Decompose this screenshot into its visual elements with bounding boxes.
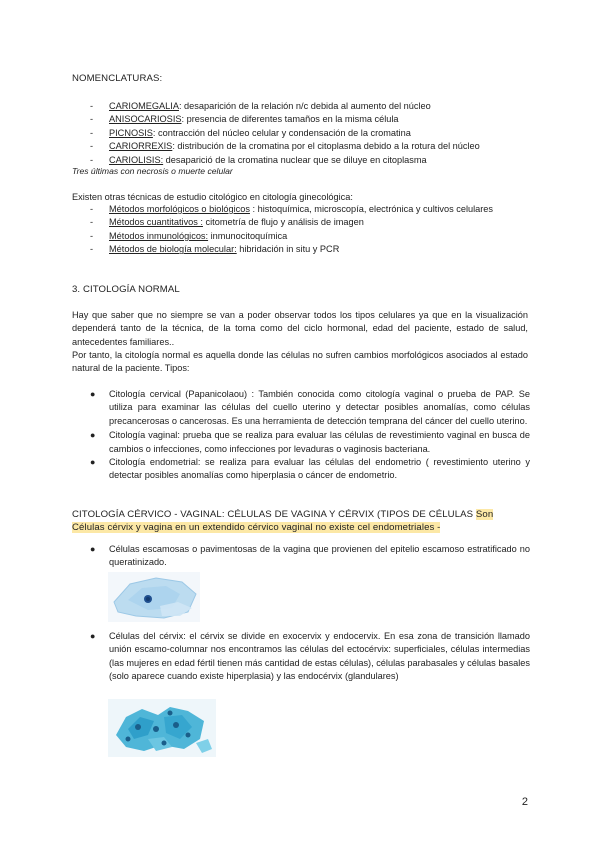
paragraph-1: Hay que saber que no siempre se van a poder observar todos los tipos celulares ya que en la visualización dependerá tanto de la técnica, de la toma como del ciclo hormonal, edad del paciente, estado de salud, antecedentes familiares..	[72, 310, 528, 347]
list-item	[90, 127, 530, 140]
list-item	[90, 113, 530, 126]
list-item	[90, 243, 530, 256]
list-item	[90, 230, 530, 243]
page-number: 2	[521, 796, 528, 808]
definition: : presencia de diferentes tamaños en la misma célula	[181, 114, 399, 125]
term: ANISOCARIOSIS	[109, 114, 182, 125]
tipo-text: Citología cervical (Papanicolaou) : También conocida como citología vaginal o prueba de PAP. Se utiliza para examinar las células del cuello uterino y detectar posibles anomalías, como células precancerosas o cancerosas. Es una herramienta de detección temprana del cáncer del cuello uterino.	[109, 389, 530, 426]
heading-text: CITOLOGÍA CÉRVICO - VAGINAL: CÉLULAS DE VAGINA Y CÉRVIX (TIPOS DE CÉLULAS	[72, 509, 476, 520]
bullet-icon: ●	[90, 631, 96, 641]
highlight-text: Son	[475, 509, 494, 520]
highlight-text: Células cérvix y vagina en un extendido cérvico vaginal no existe cel endometriales -	[72, 522, 441, 534]
definition: : desaparición de la relación n/c debida al aumento del núcleo	[178, 101, 431, 111]
section-heading-cervicovaginal	[72, 508, 532, 535]
tecnicas-list	[90, 203, 530, 257]
term: Métodos morfológicos o biológicos	[109, 204, 250, 214]
term: CARIOMEGALIA	[109, 101, 179, 111]
tipo-text: Citología endometrial: se realiza para evaluar las células del endometrio ( revestimiento uterino y detectar posibles anomalías como hiperplasia o cáncer de endometrio.	[109, 457, 530, 481]
bullet-icon: ●	[90, 389, 96, 399]
list-item	[90, 429, 530, 456]
nomenclatura-title: NOMENCLATURAS:	[72, 73, 163, 84]
tecnicas-intro: Existen otras técnicas de estudio citológico en citología ginecológica:	[72, 192, 353, 202]
nomenclatura-list	[90, 100, 530, 167]
list-item	[90, 630, 530, 684]
cervix-cells-image	[108, 699, 216, 757]
definition: : distribución de la cromatina por el citoplasma debido a la rotura del núcleo	[172, 141, 480, 152]
list-item	[90, 203, 530, 216]
term: PICNOSIS	[109, 127, 153, 138]
list-item	[90, 456, 530, 483]
bullet-icon: ●	[90, 544, 96, 554]
cell-types-list-2	[90, 630, 530, 684]
definition: : contracción del núcleo celular y condensación de la cromatina	[152, 127, 411, 138]
list-item	[90, 543, 530, 570]
bullet-icon: ●	[90, 430, 96, 441]
section-heading-normal: 3. CITOLOGÍA NORMAL	[72, 284, 180, 295]
term: Métodos inmunológicos:	[109, 230, 209, 241]
paragraph-2: Por tanto, la citología normal es aquella donde las células no sufren cambios morfológicos asociados al estado natural de la paciente. Tipos:	[72, 350, 528, 374]
cell-type-text: Células escamosas o pavimentosas de la vagina que provienen del epitelio escamoso estratificado no queratinizado.	[109, 544, 530, 568]
definition: hibridación in situ y PCR	[236, 244, 340, 255]
cell-type-text: Células del cérvix: el cérvix se divide en exocervix y endocervix. En esa zona de transición llamado unión escamo-columnar nos encontramos las células del ectocérvix: superficiales, células intermedias (las mujeres en edad fértil tienen más cantidad de estas células), células parabasales y células basales (solo aparece cuando existe hiperplasia) y las endocérvix (glandulares)	[109, 631, 530, 682]
term: CARIORREXIS	[109, 141, 173, 152]
definition: citometría de flujo y análisis de imagen	[202, 217, 364, 228]
bullet-icon: ●	[90, 457, 96, 468]
definition: : histoquímica, microscopía, electrónica y cultivos celulares	[249, 204, 494, 214]
nomenclatura-note: Tres últimas con necrosis o muerte celular	[72, 166, 233, 176]
cell-types-list-1	[90, 543, 530, 570]
term: Métodos de biología molecular:	[109, 244, 237, 255]
tipo-text: Citología vaginal: prueba que se realiza para evaluar las células de revestimiento vaginal en busca de cambios o infecciones, como infecciones por levaduras o vaginosis bacteriana.	[109, 430, 530, 454]
list-item	[90, 140, 530, 153]
squamous-cell-image	[108, 572, 200, 622]
definition: desaparició de la cromatina nuclear que se diluye en citoplasma	[163, 154, 427, 165]
definition: inmunocitoquímica	[208, 230, 288, 241]
term: Métodos cuantitativos :	[109, 217, 203, 228]
tipos-list	[90, 388, 530, 483]
term: CARIOLISIS:	[109, 154, 164, 165]
list-item	[90, 388, 530, 428]
list-item	[90, 100, 530, 113]
list-item	[90, 216, 530, 229]
